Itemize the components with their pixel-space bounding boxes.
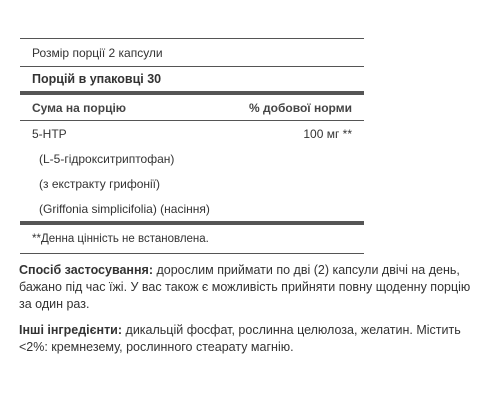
usage-paragraph: [19, 262, 481, 313]
ingredients-text: дикальцій фосфат, рослинна целюлоза, желатин. Містить <2%: кремнезему, рослинного стеарату магнію.: [19, 323, 461, 354]
servings-per-container-row: [20, 66, 364, 91]
ingredient-detail-row: [20, 196, 364, 221]
ingredient-row-5htp: [20, 121, 364, 146]
ingredient-detail-row: [20, 146, 364, 171]
servings-per-container-text: Порцій в упаковці 30: [32, 72, 162, 86]
ingredient-detail-row: [20, 171, 364, 196]
footnote-text: **Денна цінність не встановлена.: [32, 233, 209, 245]
serving-size-row: [20, 39, 364, 66]
footnote-row: [20, 221, 364, 253]
supplement-facts-table: [20, 38, 364, 254]
table-header-row: [20, 91, 364, 121]
usage-label: Спосіб застосування:: [19, 263, 153, 277]
usage-text: дорослим приймати по дві (2) капсули двічі на день, бажано під час їжі. У вас також є можливість прийняти повну щоденну порцію за один раз.: [19, 263, 471, 311]
ingredients-paragraph: [19, 322, 481, 356]
daily-value-header: % добової норми: [249, 100, 352, 115]
ingredient-detail-text: (з екстракту грифонії): [39, 176, 161, 191]
ingredient-detail-text: (L-5-гідрокситриптофан): [39, 151, 175, 166]
ingredient-amount: 100 мг **: [303, 126, 352, 141]
amount-per-serving-header: Сума на порцію: [32, 100, 127, 115]
ingredients-label: Інші інгредієнти:: [19, 323, 123, 337]
ingredient-name: 5-HTP: [32, 126, 67, 141]
serving-size-text: Розмір порції 2 капсули: [32, 45, 163, 60]
ingredient-detail-text: (Griffonia simplicifolia) (насіння): [39, 201, 210, 216]
